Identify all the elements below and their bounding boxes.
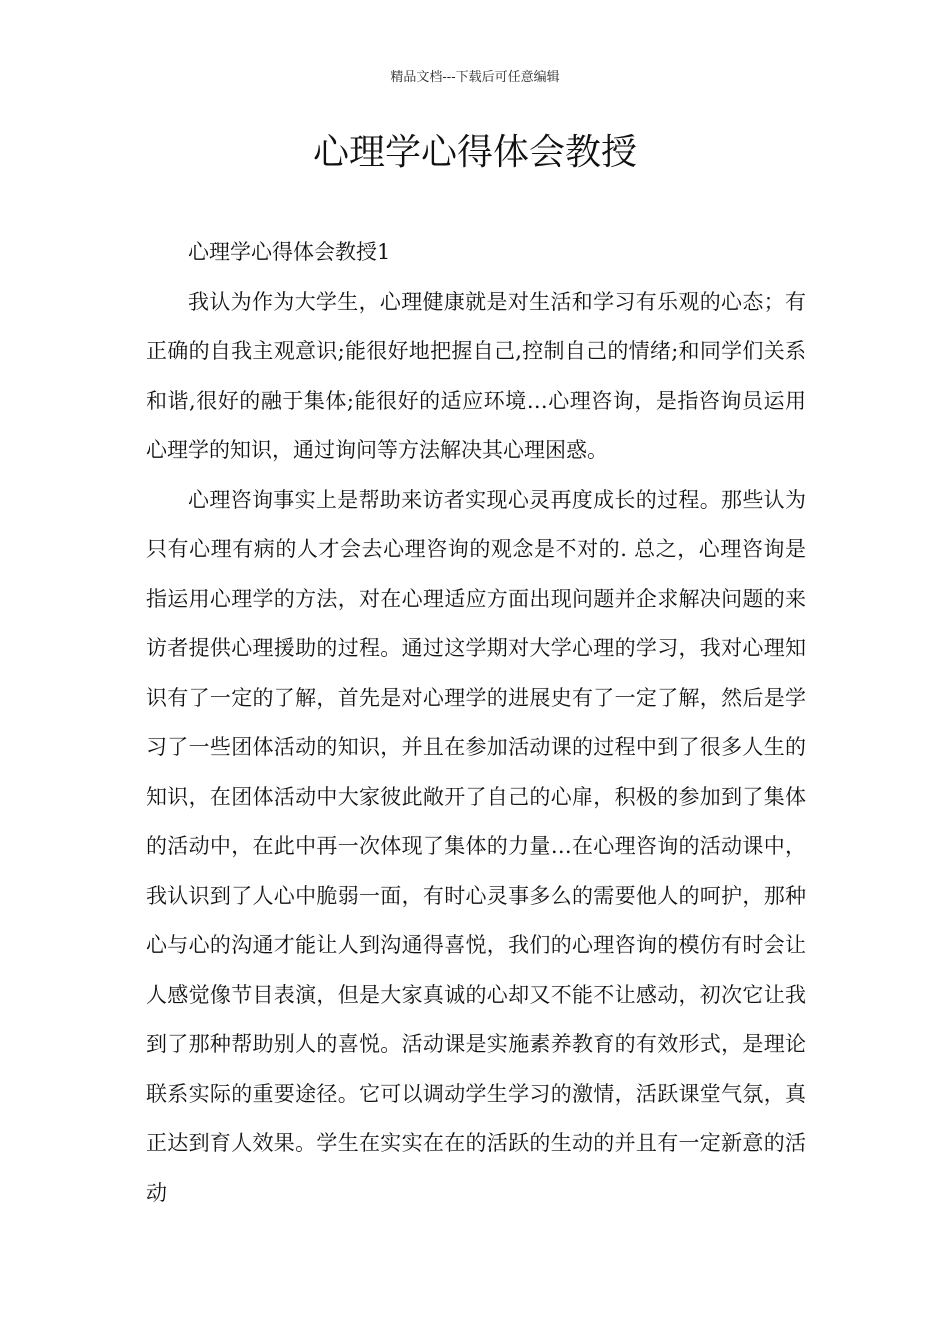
document-body	[146, 228, 806, 1218]
paragraph-2: 心理咨询事实上是帮助来访者实现心灵再度成长的过程。那些认为只有心理有病的人才会去心理咨询的观念是不对的. 总之，心理咨询是指运用心理学的方法，对在心理适应方面出现问题并企求解决问题的来访者提供心理援助的过程。通过这学期对大学心理的学习，我对心理知识有了一定的了解，首先是对心理学的进展史有了一定了解，然后是学习了一些团体活动的知识，并且在参加活动课的过程中到了很多人生的知识，在团体活动中大家彼此敞开了自己的心扉，积极的参加到了集体的活动中，在此中再一次体现了集体的力量…在心理咨询的活动课中，我认识到了人心中脆弱一面，有时心灵事多么的需要他人的呵护，那种心与心的沟通才能让人到沟通得喜悦，我们的心理咨询的模仿有时会让人感觉像节目表演，但是大家真诚的心却又不能不让感动，初次它让我到了那种帮助别人的喜悦。活动课是实施素养教育的有效形式，是理论联系实际的重要途径。它可以调动学生学习的激情，活跃课堂气氛，真正达到育人效果。学生在实实在在的活跃的生动的并且有一定新意的活动	[146, 487, 806, 1205]
header-note: 精品文档---下载后可任意编辑	[390, 70, 560, 85]
paragraph-1: 我认为作为大学生，心理健康就是对生活和学习有乐观的心态；有正确的自我主观意识;能很好地把握自己,控制自己的情绪;和同学们关系和谐,很好的融于集体;能很好的适应环境…心理咨询，是指咨询员运用心理学的知识，通过询问等方法解决其心理困惑。	[146, 289, 806, 462]
section-subtitle: 心理学心得体会教授1	[188, 240, 391, 264]
document-title: 心理学心得体会教授	[312, 132, 637, 173]
